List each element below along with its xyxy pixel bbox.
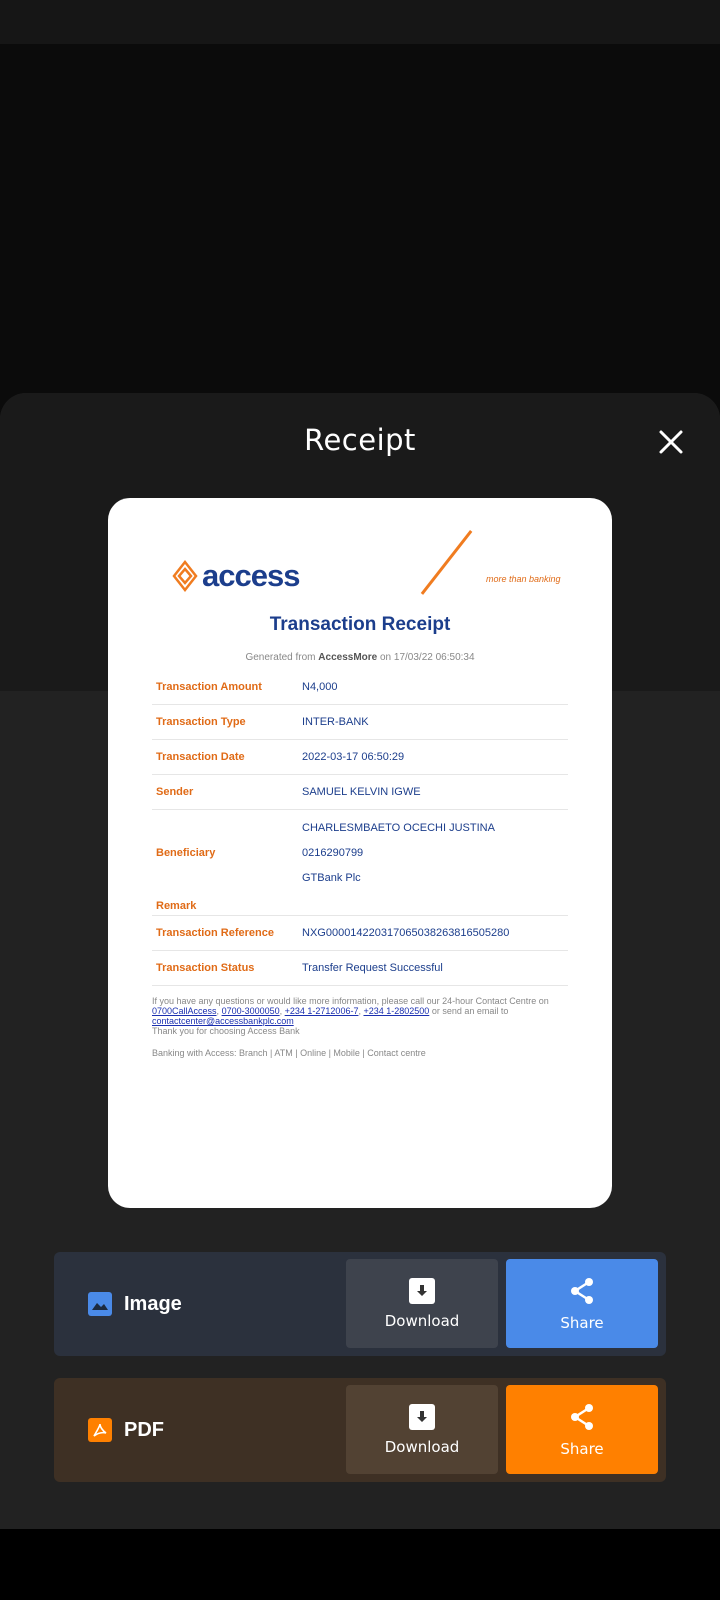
remark-row: Remark	[152, 896, 568, 916]
phone-link[interactable]: 0700-3000050	[221, 1006, 280, 1016]
generated-note: Generated from AccessMore on 17/03/22 06:50:34	[245, 652, 475, 663]
status-bar	[0, 0, 720, 44]
channels-note: Banking with Access: Branch | ATM | Online | Mobile | Contact centre	[152, 1048, 426, 1058]
table-row: Transaction Reference NXG000014220317065038263816505280	[152, 916, 568, 951]
receipt-preview	[108, 498, 612, 1208]
pdf-option-panel	[54, 1378, 666, 1482]
phone-link[interactable]: +234 1-2712006-7	[284, 1006, 359, 1016]
table-row: Transaction Date 2022-03-17 06:50:29	[152, 740, 568, 775]
beneficiary-row: Beneficiary CHARLESMBAETO OCECHI JUSTINA 0216290799 GTBank Plc	[152, 810, 568, 896]
sheet-title: Receipt	[304, 423, 416, 457]
share-icon	[567, 1402, 597, 1432]
slogan-stroke	[421, 530, 473, 595]
image-icon	[88, 1292, 112, 1316]
image-option-panel	[54, 1252, 666, 1356]
slogan: more than banking	[486, 574, 561, 584]
phone-link[interactable]: +234 1-2802500	[363, 1006, 430, 1016]
receipt-title: Transaction Receipt	[269, 614, 451, 635]
beneficiary-name: CHARLESMBAETO OCECHI JUSTINA	[302, 821, 495, 834]
pdf-download-button[interactable]: Download	[346, 1385, 498, 1474]
close-button[interactable]	[650, 421, 692, 463]
contact-fine-print: If you have any questions or would like more information, please call our 24-hour Contact Centre on 0700CallAccess, 0700-3000050, +234 1-2712006-7, +234 1-2802500 or send an email to contactcenter@accessbankplc.com Thank you for choosing Access Bank	[152, 996, 549, 1036]
image-share-button[interactable]: Share	[506, 1259, 658, 1348]
beneficiary-account: 0216290799	[302, 846, 364, 859]
share-icon	[567, 1276, 597, 1306]
email-link[interactable]: contactcenter@accessbankplc.com	[152, 1016, 294, 1026]
access-logo	[172, 558, 299, 594]
beneficiary-bank: GTBank Plc	[302, 871, 361, 884]
access-diamond-icon	[172, 560, 198, 592]
download-icon	[409, 1404, 435, 1430]
table-row: Transaction Amount N4,000	[152, 670, 568, 705]
table-row: Transaction Type INTER-BANK	[152, 705, 568, 740]
image-download-button[interactable]: Download	[346, 1259, 498, 1348]
table-row: Transaction Status Transfer Request Successful	[152, 951, 568, 986]
phone-link[interactable]: 0700CallAccess	[152, 1006, 217, 1016]
receipt-details-table	[152, 670, 568, 986]
download-icon	[409, 1278, 435, 1304]
pdf-share-button[interactable]: Share	[506, 1385, 658, 1474]
table-row: Sender SAMUEL KELVIN IGWE	[152, 775, 568, 810]
close-icon	[658, 429, 684, 455]
pdf-option-label: PDF	[88, 1378, 164, 1482]
receipt-bottom-sheet	[0, 393, 720, 1529]
brand-wordmark: access	[202, 558, 300, 593]
image-option-label: Image	[88, 1252, 182, 1356]
pdf-icon	[88, 1418, 112, 1442]
